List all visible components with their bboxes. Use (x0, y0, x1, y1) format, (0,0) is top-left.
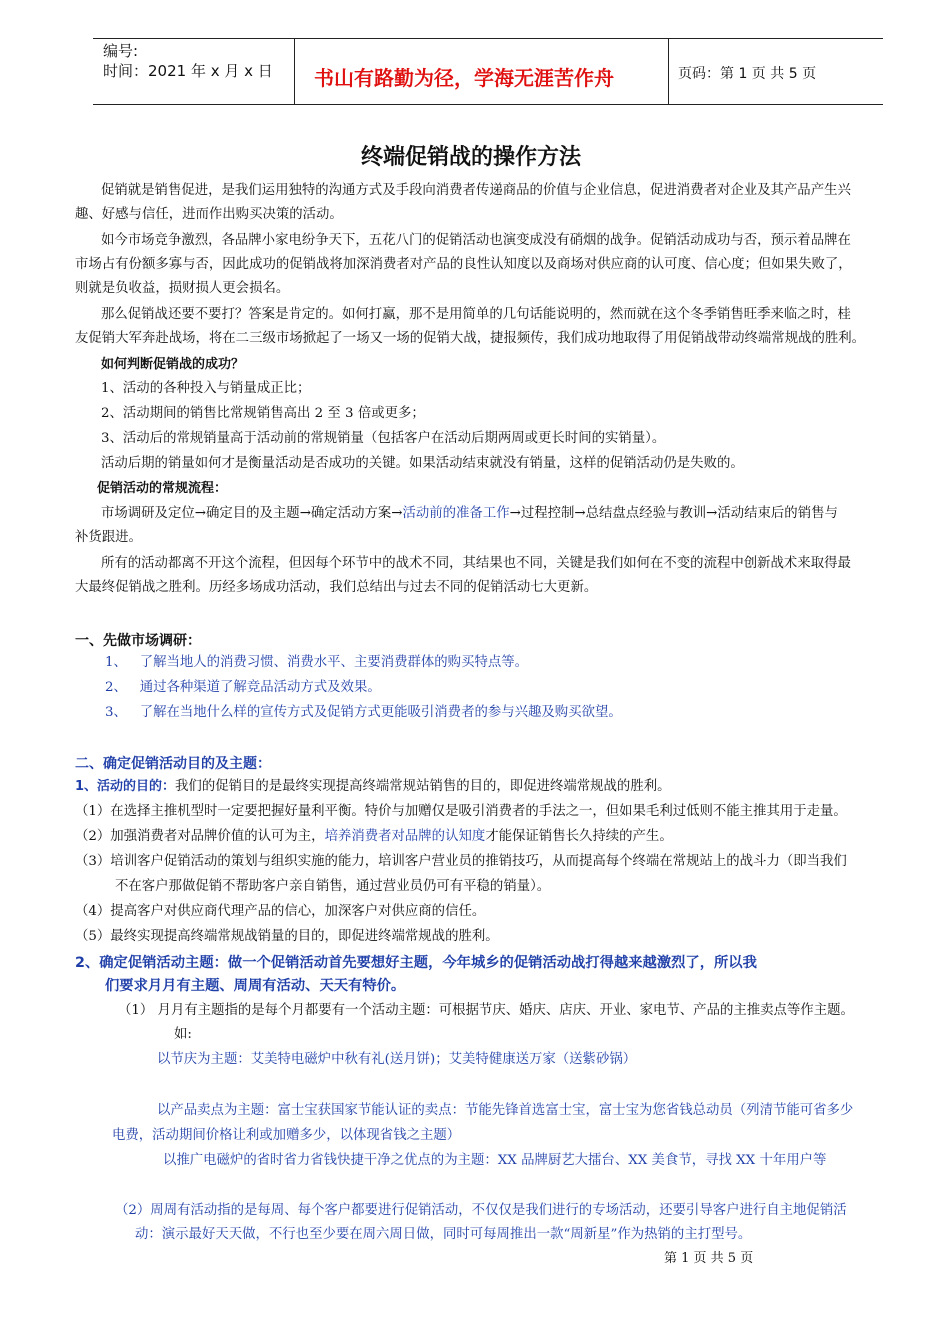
intro-line: 友促销大军奔赴战场，将在二三级市场掀起了一场又一场的促销大战，捷报频传，我们成功地取得了用促销战带动终端常规战的胜利。 (75, 331, 866, 346)
process-para: 大最终促销战之胜利。历经多场成功活动，我们总结出与过去不同的促销活动七大更新。 (75, 580, 598, 595)
intro-line: 促销就是销售促进，是我们运用独特的沟通方式及手段向消费者传递商品的价值与企业信息，促进消费者对企业及其产品产生兴 (101, 183, 851, 198)
intro-line: 那么促销战还要不要打？答案是肯定的。如何打赢，那不是用简单的几句话能说明的，然而就在这个冬季销售旺季来临之时，桂 (101, 307, 851, 322)
header-bottom-rule (93, 104, 883, 105)
section2-heading: 二、确定促销活动目的及主题： (75, 756, 271, 772)
theme-heading: 2、确定促销活动主题：做一个促销活动首先要想好主题，今年城乡的促销活动战打得越来越激烈了，所以我 (75, 955, 757, 971)
process-para: 所有的活动都离不开这个流程，但因每个环节中的战术不同，其结果也不同，关键是我们如何在不变的流程中创新战术来取得最 (101, 556, 851, 571)
item-text: 了解在当地什么样的宣传方式及促销方式更能吸引消费者的参与兴趣及购买欲望。 (139, 705, 622, 720)
judge-item: 3、活动后的常规销量高于活动前的常规销量（包括客户在活动后期两周或更长时间的实销量）。 (101, 431, 666, 446)
example-label: 如: (174, 1027, 192, 1042)
product-theme: 以产品卖点为主题：富士宝获国家节能认证的卖点：节能先锋首选富士宝，富士宝为您省钱总动员（列清节能可省多少 (157, 1103, 854, 1118)
section1-item (105, 703, 622, 723)
goal-item: （1）在选择主推机型时一定要把握好量利平衡。特价与加赠仅是吸引消费者的手法之一，但如果毛利过低则不能主推其用于走量。 (75, 804, 847, 819)
doc-number-label: 编号: (103, 42, 139, 60)
promo-theme: 以推广电磁炉的省时省力省钱快捷干净之优点的为主题：XX 品牌厨艺大擂台、XX 美食节，寻找 XX 十年用户等 (163, 1153, 827, 1168)
item-number: 2、 (105, 680, 127, 695)
doc-time-label: 时间：2021 年 x 月 x 日 (103, 62, 273, 80)
judge-item: 1、活动的各种投入与销量成正比； (101, 381, 311, 396)
page-footer: 第 1 页 共 5 页 (664, 1251, 754, 1266)
header-page-label: 页码：第 1 页 共 5 页 (678, 66, 817, 82)
monthly-theme: （1） 月月有主题指的是每个月都要有一个活动主题：可根据节庆、婚庆、店庆、开业、家电节、产品的主推卖点等作主题。 (118, 1003, 854, 1018)
theme-heading-cont: 们要求月月有主题、周周有活动、天天有特价。 (105, 978, 406, 994)
header-top-rule (93, 38, 883, 39)
goal-heading: 1、活动的目的： (75, 779, 176, 794)
goal-text: 我们的促销目的是最终实现提高终端常规站销售的目的，即促进终端常规战的胜利。 (175, 779, 671, 794)
section1-heading: 一、先做市场调研： (75, 633, 201, 649)
section1-item (105, 653, 528, 673)
judge-heading: 如何判断促销战的成功？ (101, 357, 245, 372)
process-line-2: 补货跟进。 (75, 530, 142, 545)
item-text: 通过各种渠道了解竞品活动方式及效果。 (139, 680, 381, 695)
item-number: 1、 (105, 655, 127, 670)
goal-line (75, 777, 671, 797)
section1-item (105, 678, 381, 698)
goal-item: （5）最终实现提高终端常规战销量的目的，即促进终端常规战的胜利。 (75, 929, 499, 944)
intro-line: 市场占有份额多寡与否，因此成功的促销战将加深消费者对产品的良性认知度以及商场对供应商的认可度、信心度；但如果失败了， (75, 257, 852, 272)
goal-item (75, 827, 673, 847)
page-title: 终端促销战的操作方法 (361, 144, 582, 170)
intro-line: 则就是负收益，损财损人更会损名。 (75, 281, 290, 296)
goal-item: （3）培训客户促销活动的策划与组织实施的能力，培训客户营业员的推销技巧，从而提高每个终端在常规站上的战斗力（即当我们 (75, 854, 847, 869)
brand-awareness-link[interactable]: 培养消费者对品牌的认知度 (324, 829, 486, 844)
process-steps-a: 市场调研及定位→确定目的及主题→确定活动方案→ (101, 506, 403, 521)
goal-item-tail: 才能保证销售长久持续的产生。 (485, 829, 673, 844)
item-text: 了解当地人的消费习惯、消费水平、主要消费群体的购买特点等。 (139, 655, 529, 670)
weekly-activity-cont: 动：演示最好天天做，不行也至少要在周六周日做，同时可每周推出一款“周新星”作为热销的主打型号。 (135, 1227, 752, 1242)
header-divider-right (668, 38, 669, 105)
weekly-activity: （2）周周有活动指的是每周、每个客户都要进行促销活动，不仅仅是我们进行的专场活动，还要引导客户进行自主地促销活 (115, 1203, 847, 1218)
judge-note: 活动后期的销量如何才是衡量活动是否成功的关键。如果活动结束就没有销量，这样的促销活动仍是失败的。 (101, 456, 744, 471)
header-motto: 书山有路勤为径，学海无涯苦作舟 (314, 66, 614, 90)
header-divider-left (294, 38, 295, 105)
intro-line: 趣、好感与信任，进而作出购买决策的活动。 (75, 207, 343, 222)
prep-work-link[interactable]: 活动前的准备工作 (402, 506, 510, 521)
product-theme-cont: 电费，活动期间价格让利或加赠多少，以体现省钱之主题） (112, 1128, 461, 1143)
goal-item: （4）提高客户对供应商代理产品的信心，加深客户对供应商的信任。 (75, 904, 486, 919)
goal-item-cont: 不在客户那做促销不帮助客户亲自销售，通过营业员仍可有平稳的销量）。 (115, 879, 551, 894)
process-line (101, 504, 838, 524)
goal-item-text: （2）加强消费者对品牌价值的认可为主， (75, 829, 325, 844)
festival-theme: 以节庆为主题：艾美特电磁炉中秋有礼(送月饼)；艾美特健康送万家（送紫砂锅） (157, 1052, 637, 1067)
judge-item: 2、活动期间的销售比常规销售高出 2 至 3 倍或更多； (101, 406, 425, 421)
item-number: 3、 (105, 705, 127, 720)
process-heading: 促销活动的常规流程： (97, 481, 228, 496)
process-steps-b: →过程控制→总结盘点经验与教训→活动结束后的销售与 (509, 506, 838, 521)
intro-line: 如今市场竞争激烈，各品牌小家电纷争天下，五花八门的促销活动也演变成没有硝烟的战争。促销活动成功与否，预示着品牌在 (101, 233, 851, 248)
